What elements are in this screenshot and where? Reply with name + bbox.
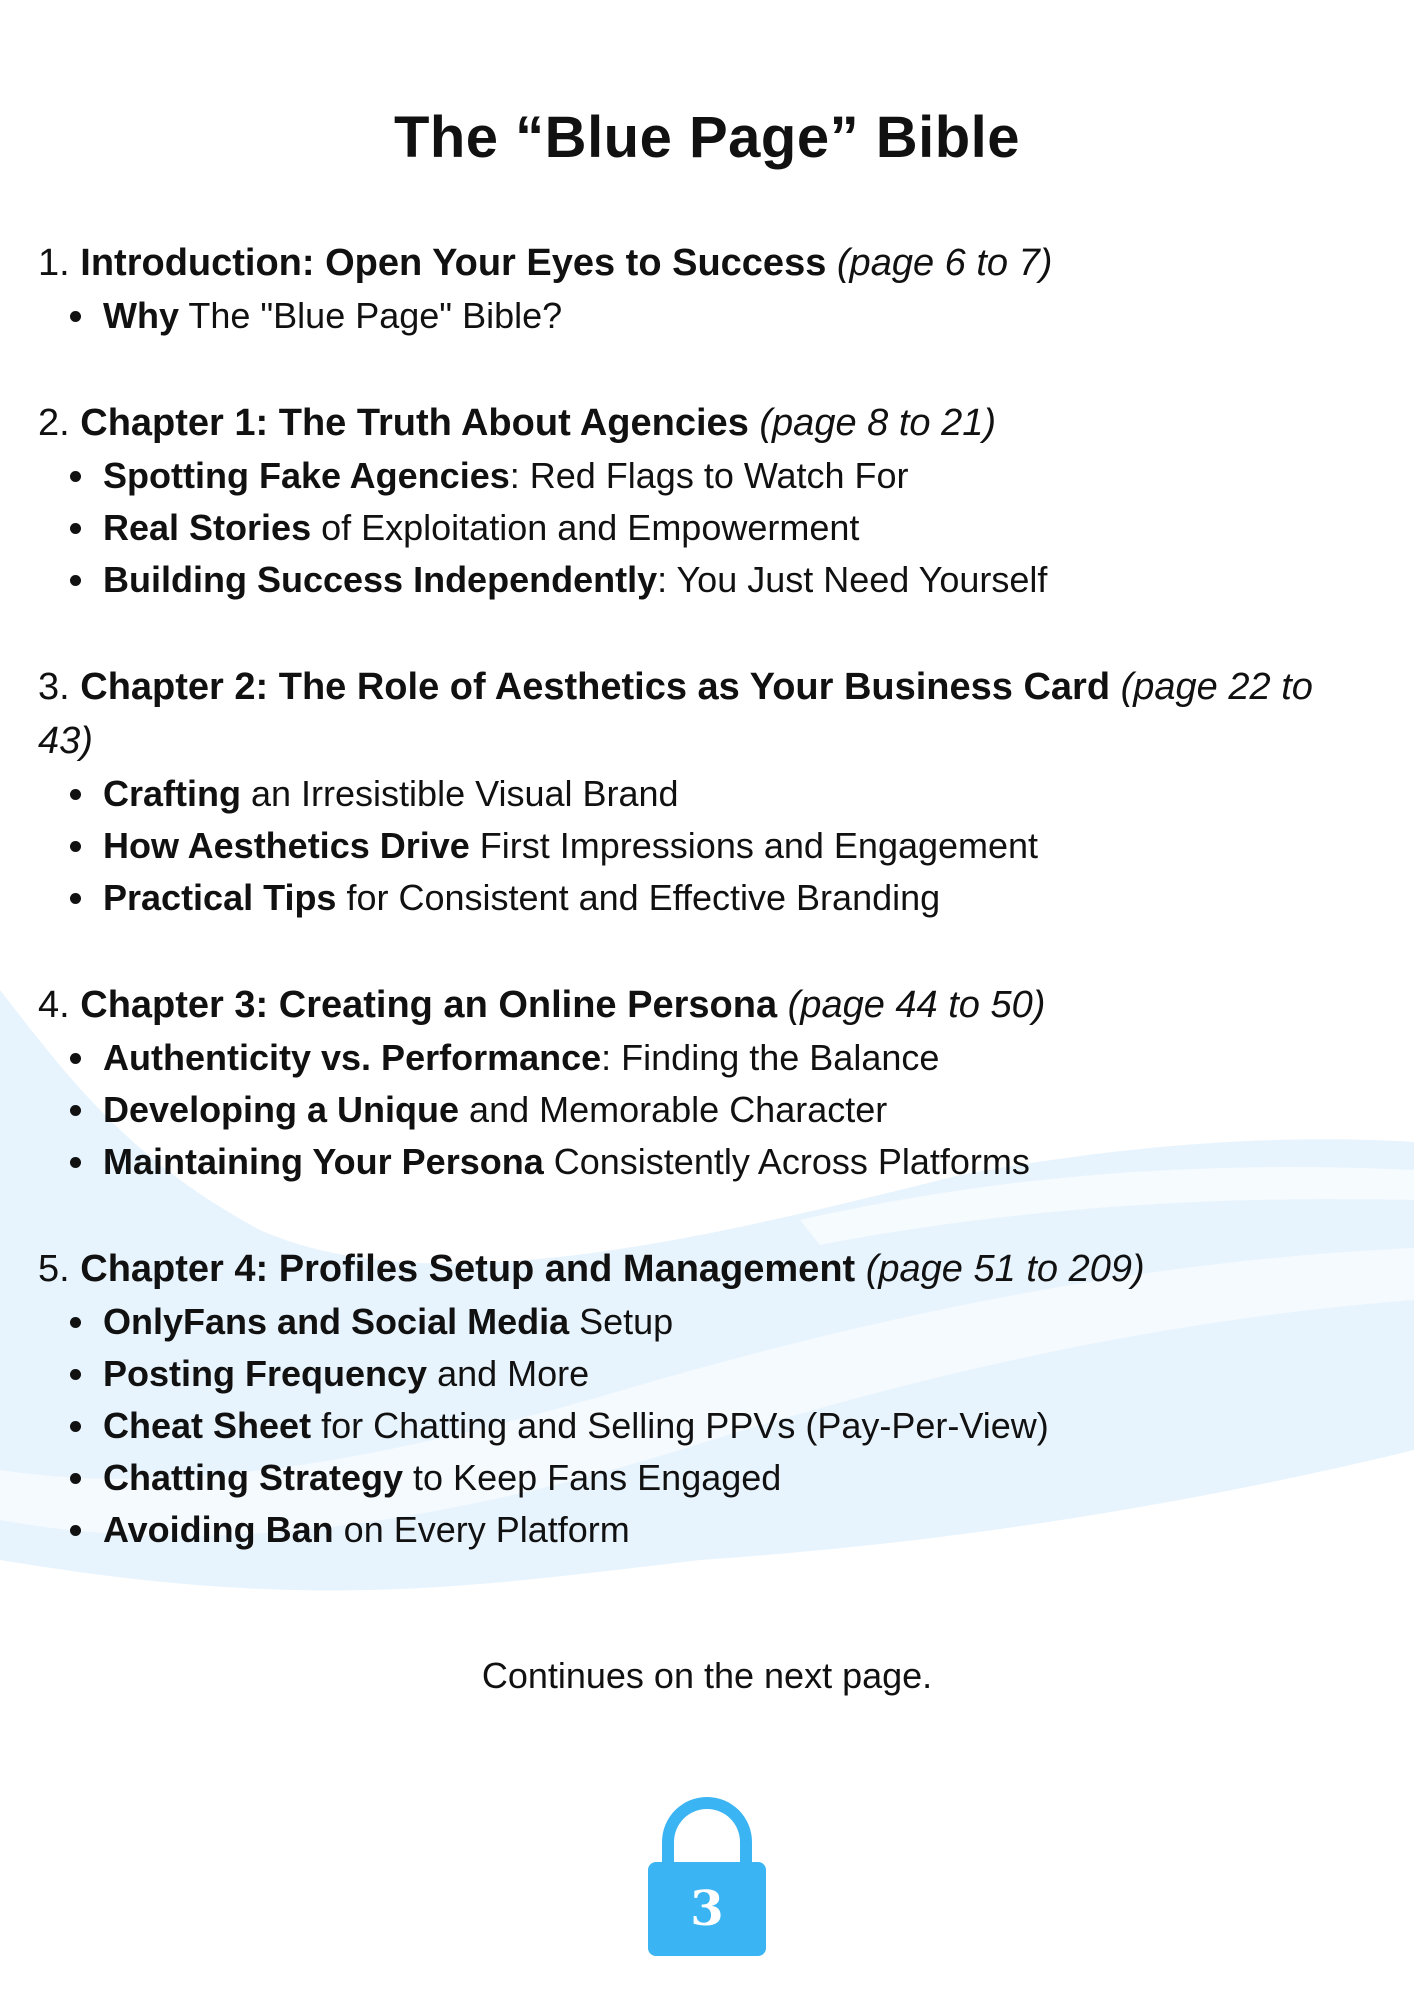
item-text: and Memorable Character (459, 1089, 888, 1130)
section-heading (38, 660, 1378, 768)
bullet-icon (70, 575, 81, 586)
item-emphasis: How Aesthetics Drive (103, 825, 470, 866)
bullet-icon (70, 1157, 81, 1168)
list-item (38, 450, 1378, 502)
item-emphasis: Spotting Fake Agencies (103, 455, 510, 496)
section-title: Chapter 3: Creating an Online Persona (80, 984, 778, 1026)
section-page-range: (page 44 to 50) (787, 984, 1046, 1026)
item-emphasis: Authenticity vs. Performance (103, 1037, 602, 1078)
bullet-icon (70, 789, 81, 800)
section-items (38, 1296, 1378, 1556)
section-title: Chapter 2: The Role of Aesthetics as Your Business Card (80, 666, 1111, 708)
bullet-icon (70, 471, 81, 482)
section-number: 2. (38, 402, 70, 444)
list-item (38, 290, 1378, 342)
section-heading (38, 396, 1378, 450)
section-heading (38, 978, 1378, 1032)
section-items (38, 1032, 1378, 1188)
item-text: for Consistent and Effective Branding (336, 877, 941, 918)
section-items (38, 290, 1378, 342)
list-item (38, 502, 1378, 554)
list-item (38, 768, 1378, 820)
padlock-icon (648, 1797, 766, 1957)
item-emphasis: OnlyFans and Social Media (103, 1301, 570, 1342)
section-heading (38, 1242, 1378, 1296)
section-title: Introduction: Open Your Eyes to Success (80, 242, 827, 284)
toc-section (38, 396, 1378, 606)
list-item (38, 1296, 1378, 1348)
bullet-icon (70, 1525, 81, 1536)
item-text: : You Just Need Yourself (657, 559, 1048, 600)
item-emphasis: Real Stories (103, 507, 312, 548)
bullet-icon (70, 1105, 81, 1116)
item-emphasis: Posting Frequency (103, 1353, 428, 1394)
section-items (38, 768, 1378, 924)
toc-section (38, 660, 1378, 924)
section-items (38, 450, 1378, 606)
list-item (38, 1400, 1378, 1452)
item-emphasis: Crafting (103, 773, 241, 814)
toc-section (38, 978, 1378, 1188)
item-text: Setup (569, 1301, 674, 1342)
item-text: and More (427, 1353, 590, 1394)
page-number: 3 (648, 1862, 766, 1956)
list-item (38, 1136, 1378, 1188)
item-text: : Finding the Balance (601, 1037, 940, 1078)
item-emphasis: Maintaining Your Persona (103, 1141, 544, 1182)
list-item (38, 1504, 1378, 1556)
item-emphasis: Why (103, 295, 179, 336)
bullet-icon (70, 1473, 81, 1484)
item-emphasis: Chatting Strategy (103, 1457, 404, 1498)
toc-section (38, 1242, 1378, 1556)
section-number: 4. (38, 984, 70, 1026)
item-text: The "Blue Page" Bible? (179, 295, 563, 336)
page-title: The “Blue Page” Bible (393, 105, 1021, 170)
section-heading (38, 236, 1378, 290)
bullet-icon (70, 1369, 81, 1380)
item-emphasis: Practical Tips (103, 877, 337, 918)
list-item (38, 1452, 1378, 1504)
bullet-icon (70, 523, 81, 534)
section-page-range: (page 51 to 209) (865, 1248, 1145, 1290)
section-number: 3. (38, 666, 70, 708)
bullet-icon (70, 841, 81, 852)
item-text: of Exploitation and Empowerment (311, 507, 860, 548)
item-emphasis: Avoiding Ban (103, 1509, 334, 1550)
section-page-range: (page 6 to 7) (836, 242, 1053, 284)
item-emphasis: Developing a Unique (103, 1089, 460, 1130)
section-number: 1. (38, 242, 70, 284)
item-text: : Red Flags to Watch For (509, 455, 909, 496)
continues-note: Continues on the next page. (481, 1655, 933, 1696)
section-page-range: (page 8 to 21) (759, 402, 996, 444)
toc-section (38, 236, 1378, 342)
item-text: to Keep Fans Engaged (403, 1457, 782, 1498)
item-emphasis: Building Success Independently (103, 559, 658, 600)
list-item (38, 554, 1378, 606)
list-item (38, 1348, 1378, 1400)
table-of-contents (38, 236, 1378, 1610)
item-text: Consistently Across Platforms (543, 1141, 1030, 1182)
list-item (38, 1084, 1378, 1136)
item-text: First Impressions and Engagement (469, 825, 1039, 866)
section-page-range: (page 22 to 43) (38, 666, 1313, 762)
section-number: 5. (38, 1248, 70, 1290)
bullet-icon (70, 1421, 81, 1432)
list-item (38, 820, 1378, 872)
item-text: on Every Platform (333, 1509, 630, 1550)
section-title: Chapter 1: The Truth About Agencies (80, 402, 749, 444)
bullet-icon (70, 893, 81, 904)
item-text: an Irresistible Visual Brand (241, 773, 679, 814)
item-text: for Chatting and Selling PPVs (Pay-Per-View) (311, 1405, 1049, 1446)
list-item (38, 1032, 1378, 1084)
bullet-icon (70, 311, 81, 322)
section-title: Chapter 4: Profiles Setup and Management (80, 1248, 856, 1290)
bullet-icon (70, 1317, 81, 1328)
list-item (38, 872, 1378, 924)
item-emphasis: Cheat Sheet (103, 1405, 312, 1446)
bullet-icon (70, 1053, 81, 1064)
